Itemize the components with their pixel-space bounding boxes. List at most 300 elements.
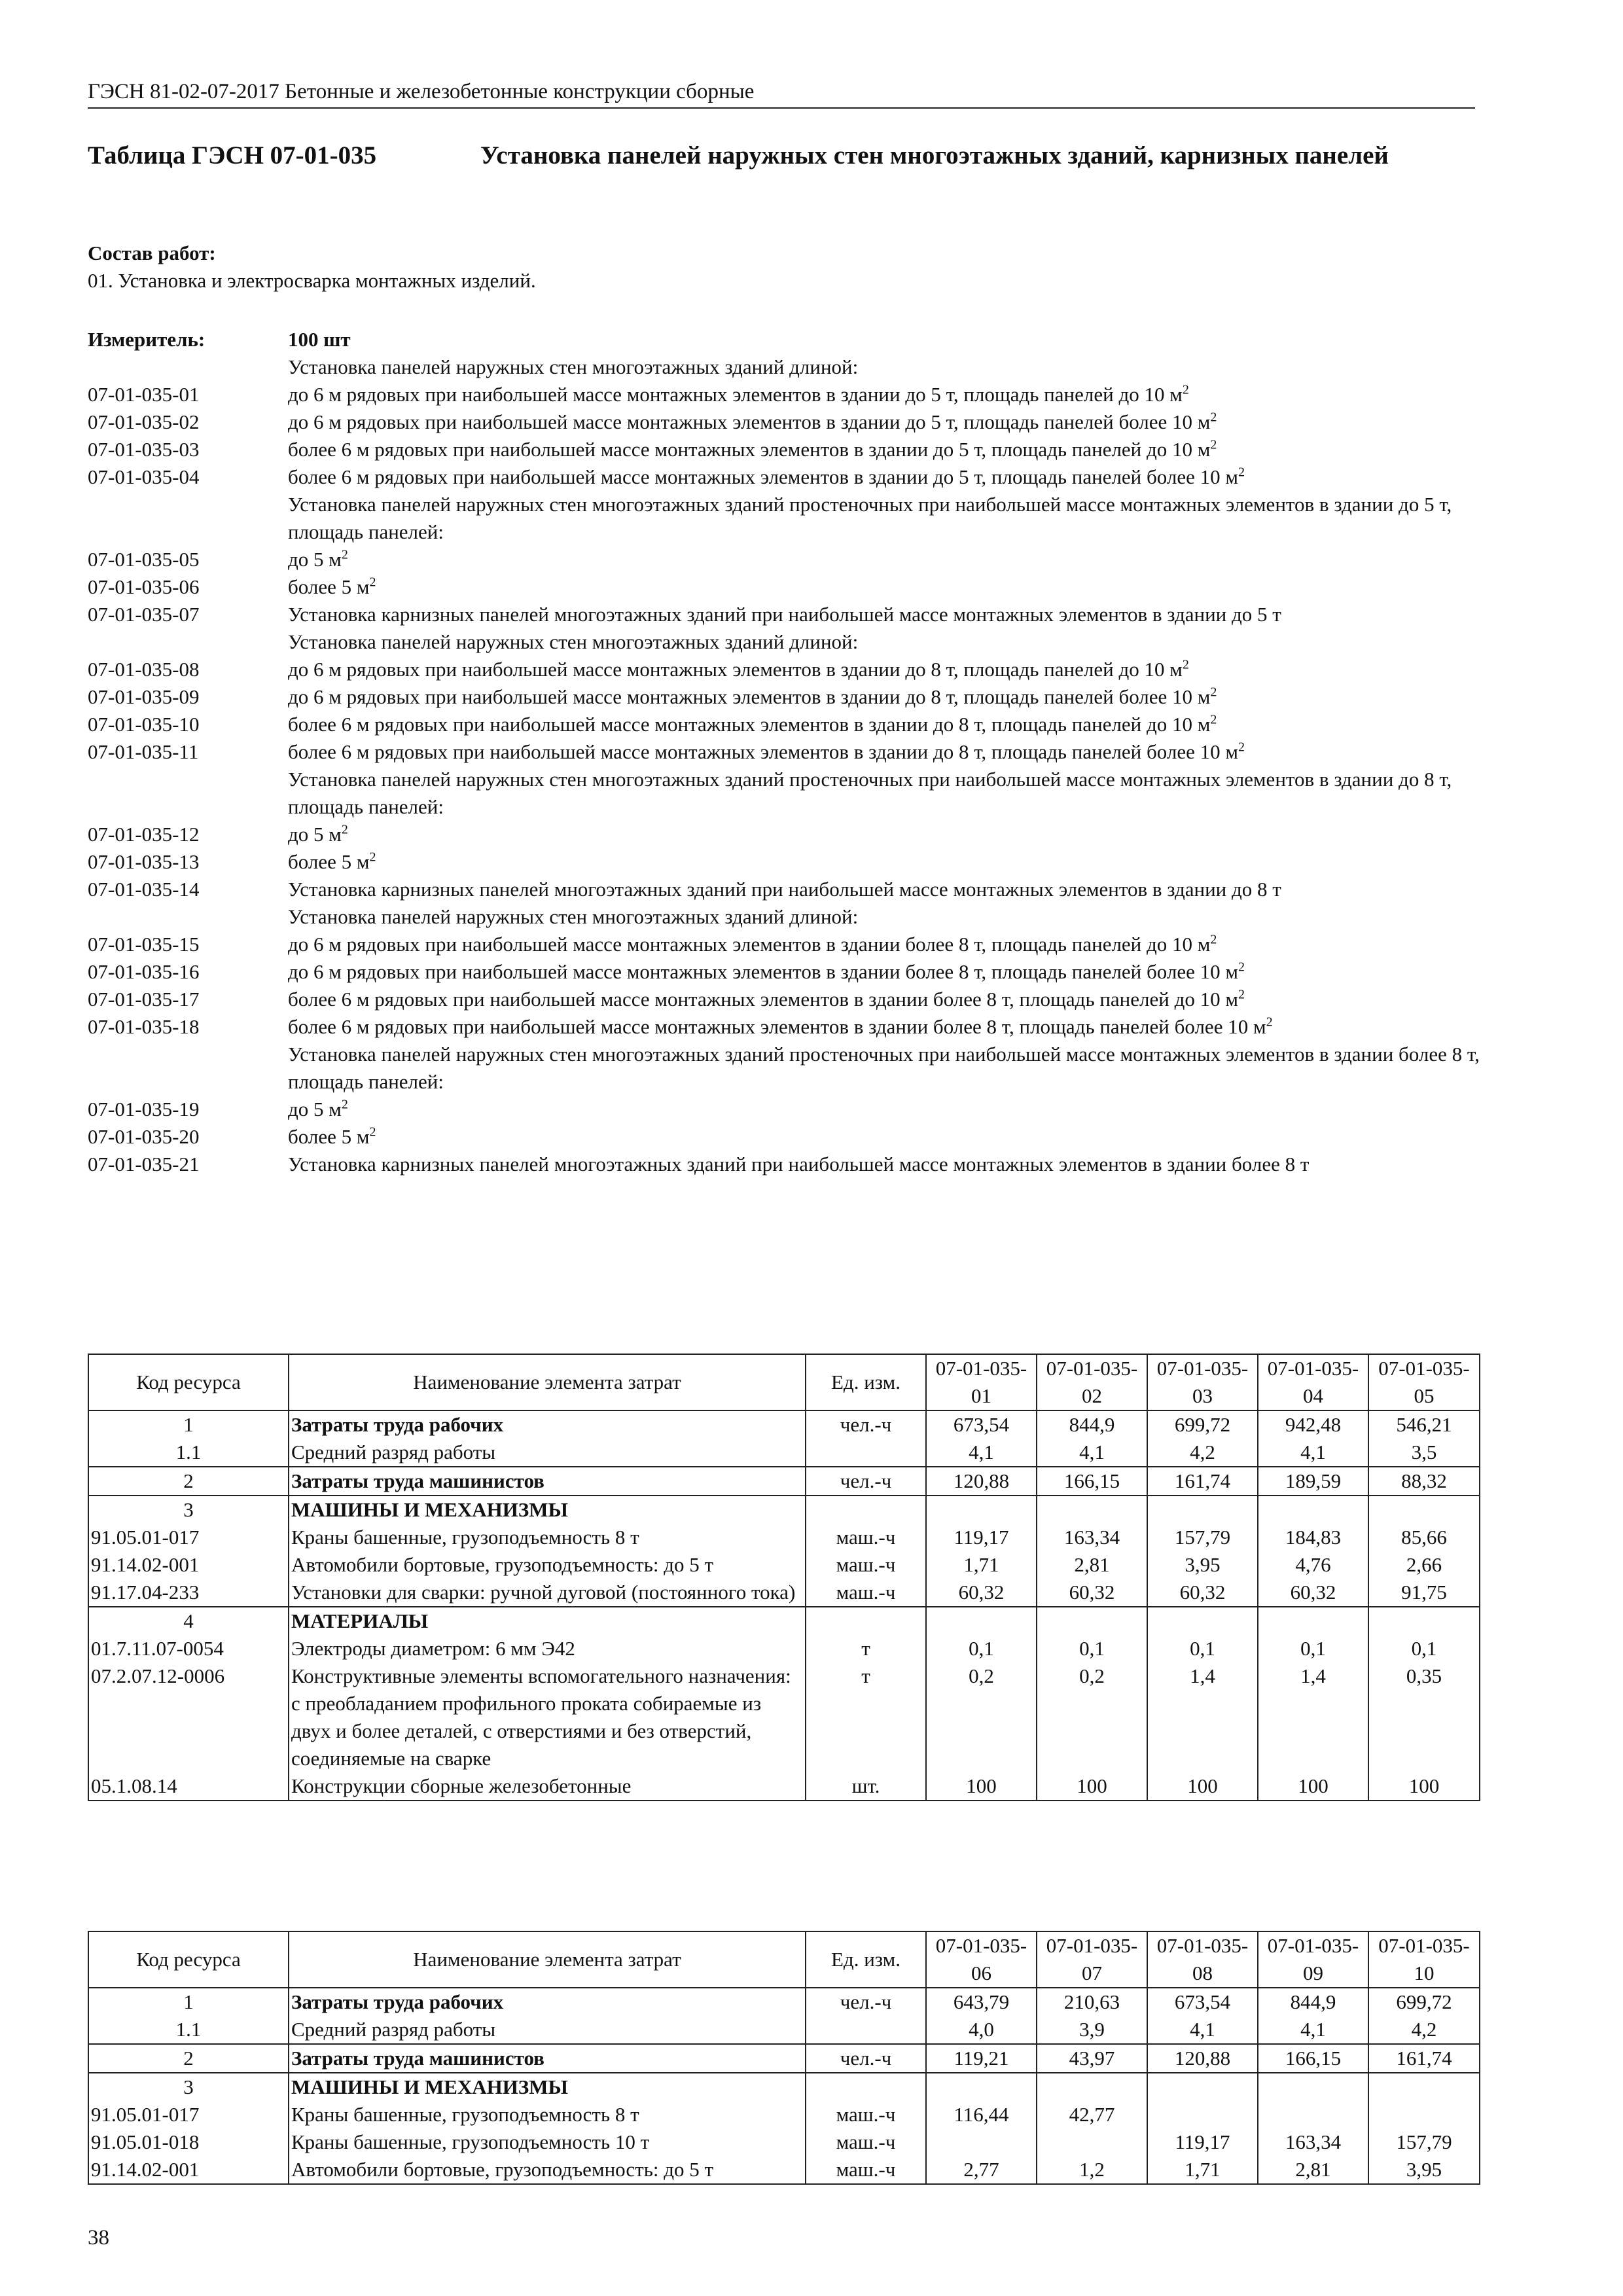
resource-value: 4,1 (1037, 1439, 1147, 1467)
work-composition (88, 240, 1475, 295)
table-row (88, 1579, 1480, 1607)
resource-code: 91.14.02-001 (88, 1551, 289, 1579)
superscript: 2 (341, 547, 348, 562)
norm-description (288, 436, 1482, 463)
resource-value (1037, 1607, 1147, 1635)
norm-text: более 6 м рядовых при наибольшей массе монтажных элементов в здании до 8 т, площадь панелей более 10 м (288, 740, 1238, 763)
norm-text: до 5 м (288, 823, 342, 846)
resource-name: Затраты труда рабочих (289, 1410, 806, 1439)
resource-name: Конструкции сборные железобетонные (289, 1772, 806, 1801)
superscript: 2 (1210, 685, 1217, 700)
norm-code (88, 1041, 288, 1096)
header-unit: Ед. изм. (806, 1931, 926, 1988)
resource-code: 3 (88, 1496, 289, 1524)
norm-code (88, 903, 288, 931)
superscript: 2 (1238, 960, 1245, 975)
norm-code: 07-01-035-07 (88, 603, 200, 626)
norm-code: 07-01-035-16 (88, 960, 200, 983)
header-unit: Ед. изм. (806, 1354, 926, 1410)
norm-description (288, 931, 1482, 958)
resource-code: 91.05.01-017 (88, 2101, 289, 2128)
norm-text: до 6 м рядовых при наибольшей массе монтажных элементов в здании до 5 т, площадь панелей до 10 м (288, 383, 1183, 406)
norm-row (88, 958, 1482, 986)
norm-code: 07-01-035-09 (88, 685, 200, 708)
resource-value: 699,72 (1368, 1988, 1480, 2016)
table-row (88, 2156, 1480, 2184)
norm-description (288, 848, 1482, 876)
resource-value: 1,2 (1037, 2156, 1147, 2184)
norm-list (88, 326, 1482, 1178)
norm-text: Установка карнизных панелей многоэтажных зданий при наибольшей массе монтажных элементов в здании более 8 т (288, 1153, 1310, 1175)
table-row (88, 1496, 1480, 1524)
resource-code: 07.2.07.12-0006 (88, 1662, 289, 1772)
resource-value: 120,88 (926, 1467, 1037, 1496)
norm-row (88, 1151, 1482, 1178)
resource-value: 699,72 (1147, 1410, 1258, 1439)
resource-value: 42,77 (1037, 2101, 1147, 2128)
norm-row (88, 1123, 1482, 1151)
resource-value (926, 1607, 1037, 1635)
norm-description (288, 1041, 1482, 1096)
resource-value: 91,75 (1368, 1579, 1480, 1607)
header-norm-column: 07-01-035-03 (1147, 1354, 1258, 1410)
resource-value: 4,1 (926, 1439, 1037, 1467)
resource-value: 161,74 (1147, 1467, 1258, 1496)
table-row (88, 1772, 1480, 1801)
resource-value: 844,9 (1258, 1988, 1368, 2016)
resource-value: 2,81 (1037, 1551, 1147, 1579)
resource-value: 100 (1368, 1772, 1480, 1801)
norm-group-heading (88, 628, 1482, 656)
resource-value: 210,63 (1037, 1988, 1147, 2016)
resource-value: 4,1 (1258, 1439, 1368, 1467)
superscript: 2 (1210, 932, 1217, 947)
resource-name: Краны башенные, грузоподъемность 8 т (289, 1524, 806, 1551)
resource-value: 2,66 (1368, 1551, 1480, 1579)
resource-value: 184,83 (1258, 1524, 1368, 1551)
resource-name: Затраты труда рабочих (289, 1988, 806, 2016)
header-norm-column: 07-01-035-04 (1258, 1354, 1368, 1410)
norm-text: Установка панелей наружных стен многоэтажных зданий простеночных при наибольшей массе монтажных элементов в здании до 5 т, площадь панелей: (288, 493, 1452, 543)
page-number: 38 (88, 2226, 109, 2250)
norm-row (88, 738, 1482, 766)
norm-text: до 5 м (288, 1098, 342, 1121)
table-row (88, 2101, 1480, 2128)
table-row (88, 1662, 1480, 1772)
norm-description (288, 876, 1482, 903)
resource-value (1147, 2101, 1258, 2128)
norm-group-heading (88, 903, 1482, 931)
resource-unit: маш.-ч (806, 1579, 926, 1607)
table-row (88, 2128, 1480, 2156)
resource-value: 189,59 (1258, 1467, 1368, 1496)
norm-row (88, 1013, 1482, 1041)
resource-value (1258, 2101, 1368, 2128)
superscript: 2 (1182, 382, 1189, 397)
resource-value: 100 (1258, 1772, 1368, 1801)
resource-value: 43,97 (1037, 2044, 1147, 2073)
superscript: 2 (1238, 987, 1245, 1002)
resource-value: 2,81 (1258, 2156, 1368, 2184)
norm-text: Установка панелей наружных стен многоэтажных зданий длиной: (288, 905, 859, 928)
norm-row (88, 408, 1482, 436)
norm-row (88, 463, 1482, 491)
norm-row (88, 381, 1482, 408)
resource-value: 1,4 (1258, 1662, 1368, 1772)
norm-description (288, 656, 1482, 683)
header-norm-column: 07-01-035-05 (1368, 1354, 1480, 1410)
resource-value: 85,66 (1368, 1524, 1480, 1551)
table-code: Таблица ГЭСН 07-01-035 (88, 141, 377, 170)
norm-text: более 5 м (288, 850, 370, 873)
header-norm-column: 07-01-035-10 (1368, 1931, 1480, 1988)
norm-description (288, 711, 1482, 738)
table-header-row (88, 1931, 1480, 1988)
norm-text: более 6 м рядовых при наибольшей массе монтажных элементов в здании более 8 т, площадь панелей до 10 м (288, 988, 1238, 1011)
resource-value: 0,1 (1258, 1635, 1368, 1662)
resource-value: 119,21 (926, 2044, 1037, 2073)
resource-value: 100 (926, 1772, 1037, 1801)
resource-value: 1,71 (1147, 2156, 1258, 2184)
norm-code: 07-01-035-20 (88, 1125, 200, 1148)
resource-value: 942,48 (1258, 1410, 1368, 1439)
resource-unit: чел.-ч (806, 2044, 926, 2073)
norm-text: до 6 м рядовых при наибольшей массе монтажных элементов в здании до 5 т, площадь панелей более 10 м (288, 410, 1211, 433)
norm-text: до 6 м рядовых при наибольшей массе монтажных элементов в здании до 8 т, площадь панелей до 10 м (288, 658, 1183, 681)
norm-text: Установка панелей наружных стен многоэтажных зданий длиной: (288, 630, 859, 653)
header-norm-column: 07-01-035-08 (1147, 1931, 1258, 1988)
norm-text: до 6 м рядовых при наибольшей массе монтажных элементов в здании до 8 т, площадь панелей более 10 м (288, 685, 1211, 708)
resource-value: 100 (1147, 1772, 1258, 1801)
resource-value: 116,44 (926, 2101, 1037, 2128)
norm-code: 07-01-035-14 (88, 878, 200, 901)
resource-value: 0,1 (926, 1635, 1037, 1662)
resource-value: 60,32 (1037, 1579, 1147, 1607)
table-row (88, 1607, 1480, 1635)
header-norm-column: 07-01-035-02 (1037, 1354, 1147, 1410)
norm-text: более 6 м рядовых при наибольшей массе монтажных элементов в здании до 5 т, площадь панелей до 10 м (288, 438, 1211, 461)
norm-code: 07-01-035-03 (88, 438, 200, 461)
norm-row (88, 931, 1482, 958)
superscript: 2 (341, 1097, 348, 1112)
resource-code: 91.05.01-018 (88, 2128, 289, 2156)
resource-unit: маш.-ч (806, 1524, 926, 1551)
superscript: 2 (369, 850, 376, 865)
resource-code: 1 (88, 1988, 289, 2016)
superscript: 2 (369, 1124, 376, 1139)
superscript: 2 (1210, 437, 1217, 452)
table-name: Установка панелей наружных стен многоэтажных зданий, карнизных панелей (480, 141, 1389, 170)
resource-table-2 (88, 1931, 1480, 2185)
resource-unit (806, 2016, 926, 2044)
header-name: Наименование элемента затрат (289, 1931, 806, 1988)
resource-value: 0,1 (1037, 1635, 1147, 1662)
norm-text: более 6 м рядовых при наибольшей массе монтажных элементов в здании более 8 т, площадь панелей более 10 м (288, 1015, 1266, 1038)
norm-row (88, 683, 1482, 711)
resource-value: 1,4 (1147, 1662, 1258, 1772)
header-norm-column: 07-01-035-01 (926, 1354, 1037, 1410)
resource-code: 1 (88, 1410, 289, 1439)
resource-name: Автомобили бортовые, грузоподъемность: до 5 т (289, 1551, 806, 1579)
resource-value (1258, 2073, 1368, 2101)
table-row (88, 2073, 1480, 2101)
norm-row (88, 546, 1482, 573)
resource-code: 1.1 (88, 2016, 289, 2044)
resource-value: 161,74 (1368, 2044, 1480, 2073)
norm-code (88, 628, 288, 656)
resource-table-1 (88, 1354, 1480, 1801)
norm-description (288, 903, 1482, 931)
resource-name: Конструктивные элементы вспомогательного назначения: с преобладанием профильного проката собираемые из двух и более деталей, с отверстиями и без отверстий, соединяемые на сварке (289, 1662, 806, 1772)
resource-value (1037, 1496, 1147, 1524)
norm-description (288, 683, 1482, 711)
resource-value: 163,34 (1258, 2128, 1368, 2156)
resource-name: Установки для сварки: ручной дуговой (постоянного тока) (289, 1579, 806, 1607)
norm-description (288, 1013, 1482, 1041)
resource-value: 166,15 (1037, 1467, 1147, 1496)
resource-value: 1,71 (926, 1551, 1037, 1579)
resource-value (926, 2073, 1037, 2101)
resource-unit: маш.-ч (806, 2156, 926, 2184)
resource-value (1147, 1496, 1258, 1524)
resource-name: МАШИНЫ И МЕХАНИЗМЫ (289, 1496, 806, 1524)
resource-value (1368, 1496, 1480, 1524)
work-composition-item: 01. Установка и электросварка монтажных изделий. (88, 269, 536, 292)
norm-code: 07-01-035-11 (88, 740, 199, 763)
table-row (88, 1467, 1480, 1496)
resource-value: 100 (1037, 1772, 1147, 1801)
resource-code: 2 (88, 1467, 289, 1496)
norm-group-heading (88, 766, 1482, 821)
resource-value (1368, 2101, 1480, 2128)
norm-code (88, 766, 288, 821)
resource-name: Электроды диаметром: 6 мм Э42 (289, 1635, 806, 1662)
resource-value: 60,32 (926, 1579, 1037, 1607)
resource-value: 157,79 (1147, 1524, 1258, 1551)
norm-description (288, 353, 1482, 381)
resource-value (1037, 2128, 1147, 2156)
resource-unit: чел.-ч (806, 1410, 926, 1439)
resource-value (1368, 1607, 1480, 1635)
norm-code: 07-01-035-12 (88, 823, 200, 846)
norm-text: более 5 м (288, 1125, 370, 1148)
resource-unit (806, 1496, 926, 1524)
resource-code: 91.17.04-233 (88, 1579, 289, 1607)
resource-value: 163,34 (1037, 1524, 1147, 1551)
resource-value: 4,2 (1147, 1439, 1258, 1467)
norm-code: 07-01-035-21 (88, 1153, 200, 1175)
resource-value: 4,2 (1368, 2016, 1480, 2044)
norm-code: 07-01-035-06 (88, 575, 200, 598)
resource-code: 05.1.08.14 (88, 1772, 289, 1801)
header-norm-column: 07-01-035-07 (1037, 1931, 1147, 1988)
norm-text: Установка карнизных панелей многоэтажных зданий при наибольшей массе монтажных элементов в здании до 8 т (288, 878, 1281, 901)
table-row (88, 1439, 1480, 1467)
norm-code: 07-01-035-15 (88, 933, 200, 956)
norm-group-heading (88, 491, 1482, 546)
norm-row (88, 876, 1482, 903)
resource-name: Средний разряд работы (289, 2016, 806, 2044)
resource-code: 2 (88, 2044, 289, 2073)
norm-text: более 6 м рядовых при наибольшей массе монтажных элементов в здании до 5 т, площадь панелей более 10 м (288, 465, 1238, 488)
resource-value: 166,15 (1258, 2044, 1368, 2073)
norm-description (288, 738, 1482, 766)
resource-value: 4,0 (926, 2016, 1037, 2044)
norm-code: 07-01-035-13 (88, 850, 200, 873)
resource-name: МАШИНЫ И МЕХАНИЗМЫ (289, 2073, 806, 2101)
norm-code: 07-01-035-05 (88, 548, 200, 571)
resource-value (1147, 2073, 1258, 2101)
norm-description (288, 491, 1482, 546)
meter-unit: 100 шт (288, 328, 351, 351)
resource-value (1368, 2073, 1480, 2101)
table-header-row (88, 1354, 1480, 1410)
norm-text: до 6 м рядовых при наибольшей массе монтажных элементов в здании более 8 т, площадь панелей более 10 м (288, 960, 1238, 983)
resource-value: 0,2 (926, 1662, 1037, 1772)
norm-description (288, 766, 1482, 821)
norm-text: Установка карнизных панелей многоэтажных зданий при наибольшей массе монтажных элементов в здании до 5 т (288, 603, 1281, 626)
norm-code: 07-01-035-18 (88, 1015, 200, 1038)
norm-description (288, 1123, 1482, 1151)
resource-value: 643,79 (926, 1988, 1037, 2016)
superscript: 2 (1210, 712, 1217, 727)
norm-group-heading (88, 353, 1482, 381)
resource-value (926, 2128, 1037, 2156)
norm-text: более 5 м (288, 575, 370, 598)
resource-name: МАТЕРИАЛЫ (289, 1607, 806, 1635)
norm-code: 07-01-035-08 (88, 658, 200, 681)
resource-code: 91.05.01-017 (88, 1524, 289, 1551)
resource-code: 3 (88, 2073, 289, 2101)
resource-unit: маш.-ч (806, 1551, 926, 1579)
norm-description (288, 958, 1482, 986)
norm-group-heading (88, 1041, 1482, 1096)
norm-row (88, 711, 1482, 738)
norm-row (88, 436, 1482, 463)
norm-description (288, 1096, 1482, 1123)
norm-code: 07-01-035-04 (88, 465, 200, 488)
resource-value: 3,95 (1368, 2156, 1480, 2184)
resource-unit: т (806, 1635, 926, 1662)
norm-code: 07-01-035-10 (88, 713, 200, 736)
resource-name: Краны башенные, грузоподъемность 10 т (289, 2128, 806, 2156)
norm-description (288, 381, 1482, 408)
superscript: 2 (1182, 657, 1189, 672)
header-code: Код ресурса (88, 1354, 289, 1410)
resource-value: 60,32 (1258, 1579, 1368, 1607)
norm-code: 07-01-035-02 (88, 410, 200, 433)
norm-code: 07-01-035-19 (88, 1098, 200, 1121)
resource-unit: маш.-ч (806, 2128, 926, 2156)
resource-value: 0,1 (1368, 1635, 1480, 1662)
resource-value: 0,35 (1368, 1662, 1480, 1772)
resource-value: 3,5 (1368, 1439, 1480, 1467)
resource-value: 119,17 (926, 1524, 1037, 1551)
resource-value: 119,17 (1147, 2128, 1258, 2156)
resource-code: 4 (88, 1607, 289, 1635)
superscript: 2 (341, 822, 348, 837)
norm-text: до 5 м (288, 548, 342, 571)
norm-row (88, 821, 1482, 848)
table-row (88, 2044, 1480, 2073)
resource-unit (806, 2073, 926, 2101)
norm-row (88, 656, 1482, 683)
superscript: 2 (1238, 465, 1245, 480)
norm-description (288, 546, 1482, 573)
norm-description (288, 463, 1482, 491)
norm-description (288, 1151, 1482, 1178)
resource-value: 3,95 (1147, 1551, 1258, 1579)
resource-unit (806, 1607, 926, 1635)
table-row (88, 2016, 1480, 2044)
resource-value: 120,88 (1147, 2044, 1258, 2073)
resource-unit: шт. (806, 1772, 926, 1801)
resource-value (1147, 1607, 1258, 1635)
superscript: 2 (1266, 1014, 1273, 1030)
norm-description (288, 821, 1482, 848)
resource-name: Автомобили бортовые, грузоподъемность: до 5 т (289, 2156, 806, 2184)
superscript: 2 (1210, 410, 1217, 425)
running-header: ГЭСН 81-02-07-2017 Бетонные и железобетонные конструкции сборные (88, 77, 1475, 109)
resource-value: 844,9 (1037, 1410, 1147, 1439)
table-row (88, 1635, 1480, 1662)
resource-code: 1.1 (88, 1439, 289, 1467)
resource-value: 4,76 (1258, 1551, 1368, 1579)
resource-value: 4,1 (1258, 2016, 1368, 2044)
resource-value: 60,32 (1147, 1579, 1258, 1607)
resource-value: 88,32 (1368, 1467, 1480, 1496)
resource-value: 673,54 (1147, 1988, 1258, 2016)
work-composition-heading: Состав работ: (88, 242, 216, 264)
table-row (88, 1551, 1480, 1579)
resource-value: 0,1 (1147, 1635, 1258, 1662)
norm-text: Установка панелей наружных стен многоэтажных зданий длиной: (288, 355, 859, 378)
resource-value (1258, 1496, 1368, 1524)
norm-row (88, 848, 1482, 876)
norm-description (288, 986, 1482, 1013)
resource-code: 01.7.11.07-0054 (88, 1635, 289, 1662)
resource-name: Средний разряд работы (289, 1439, 806, 1467)
norm-code (88, 491, 288, 546)
meter-label: Измеритель: (88, 328, 205, 351)
norm-row (88, 601, 1482, 628)
norm-description (288, 408, 1482, 436)
table-row (88, 1410, 1480, 1439)
header-norm-column: 07-01-035-06 (926, 1931, 1037, 1988)
norm-code: 07-01-035-17 (88, 988, 200, 1011)
resource-unit: чел.-ч (806, 1988, 926, 2016)
norm-description (288, 573, 1482, 601)
norm-code: 07-01-035-01 (88, 383, 200, 406)
superscript: 2 (1238, 740, 1245, 755)
resource-value (1258, 1607, 1368, 1635)
resource-unit: маш.-ч (806, 2101, 926, 2128)
resource-value (1037, 2073, 1147, 2101)
resource-value (926, 1496, 1037, 1524)
resource-name: Затраты труда машинистов (289, 1467, 806, 1496)
resource-value: 546,21 (1368, 1410, 1480, 1439)
resource-value: 4,1 (1147, 2016, 1258, 2044)
resource-value: 0,2 (1037, 1662, 1147, 1772)
norm-text: Установка панелей наружных стен многоэтажных зданий простеночных при наибольшей массе монтажных элементов в здании до 8 т, площадь панелей: (288, 768, 1452, 818)
resource-name: Затраты труда машинистов (289, 2044, 806, 2073)
norm-description (288, 601, 1482, 628)
resource-value: 2,77 (926, 2156, 1037, 2184)
norm-row (88, 986, 1482, 1013)
table-row (88, 1524, 1480, 1551)
resource-code: 91.14.02-001 (88, 2156, 289, 2184)
norm-row (88, 1096, 1482, 1123)
